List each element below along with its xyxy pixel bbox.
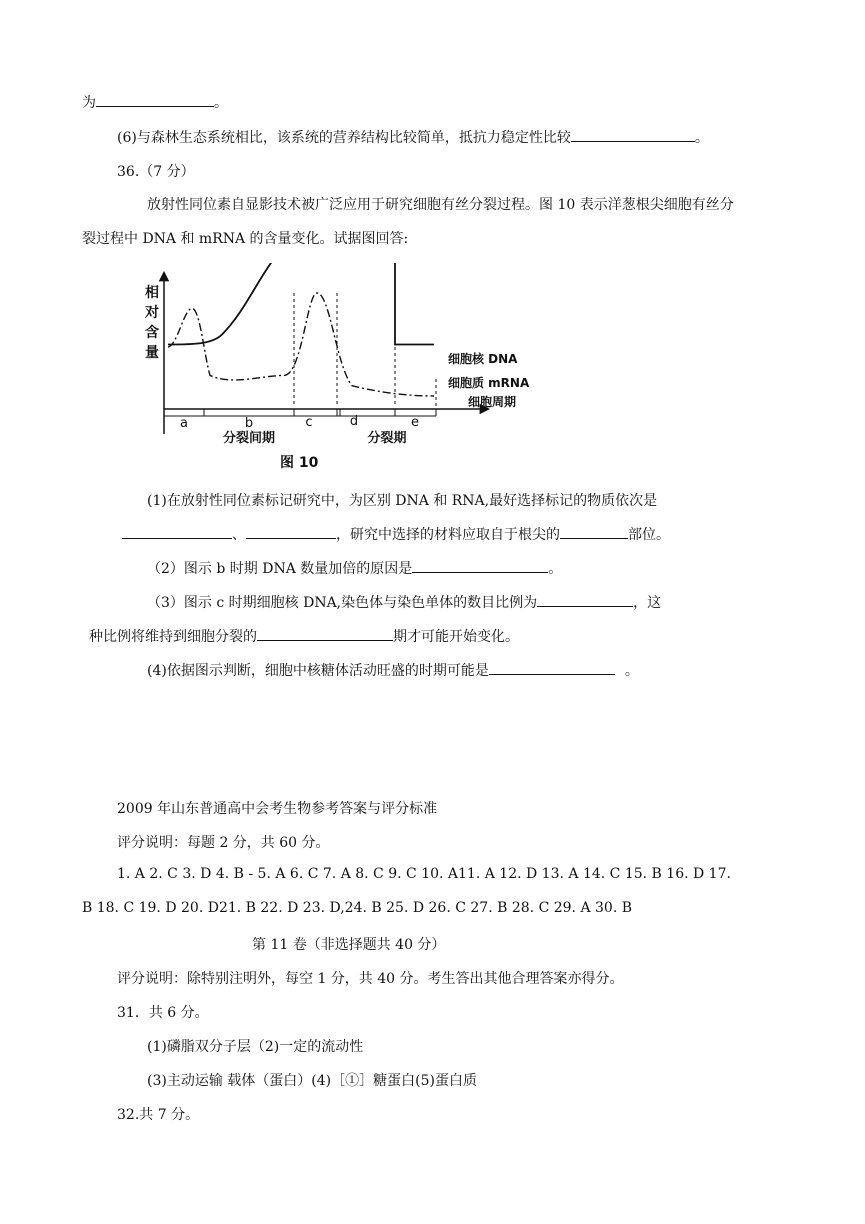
phase-label-b: b — [244, 416, 254, 431]
phase-label-d: d — [349, 414, 359, 429]
intro-paragraph-line1: 放射性同位素自显影技术被广泛应用于研究细胞有丝分裂过程。图 10 表示洋葱根尖细胞有丝分 — [147, 197, 734, 213]
intro-paragraph-line2: 裂过程中 DNA 和 mRNA 的含量变化。试据图回答: — [82, 231, 409, 247]
line-text: 。 — [214, 95, 228, 111]
question-text: （2）图示 b 时期 DNA 数量加倍的原因是 — [147, 561, 413, 577]
answer-blank[interactable] — [571, 127, 695, 142]
phase-boundary-lines — [294, 293, 436, 407]
phase-ticks — [204, 409, 436, 416]
answer-31-line2: (3)主动运输 载体（蛋白）(4)［①］糖蛋白(5)蛋白质 — [147, 1073, 477, 1089]
y-axis-label-char: 相 — [145, 285, 159, 301]
answer-key-row-2: B 18. C 19. D 20. D21. B 22. D 23. D,24. B 25. D 26. C 27. B 28. C 29. A 30. B — [82, 900, 633, 916]
y-axis-label-char: 含 — [145, 325, 159, 341]
phase-label-c: c — [305, 415, 313, 430]
line-text: 。 — [624, 663, 639, 679]
phase-group-label-mitosis: 分裂期 — [367, 431, 407, 446]
scoring-note-2: 评分说明：除特别注明外，每空 1 分，共 40 分。考生答出其他合理答案亦得分。 — [117, 971, 624, 987]
series-line-nuclear-dna — [168, 263, 434, 345]
question-36-3 — [147, 592, 661, 612]
y-axis-label-char: 量 — [145, 345, 159, 361]
answer-blank[interactable] — [246, 524, 336, 539]
scoring-note-1: 评分说明：每题 2 分，共 60 分。 — [117, 835, 330, 851]
x-axis-label: 细胞周期 — [468, 395, 517, 409]
line-text: 部位。 — [628, 527, 670, 543]
question-text: (4)依据图示判断，细胞中核糖体活动旺盛的时期可能是 — [147, 663, 489, 679]
question-36-1-blanks — [122, 524, 670, 544]
line-text: 、 — [232, 527, 246, 543]
phase-label-a: a — [180, 416, 188, 431]
line-text: ，这 — [633, 595, 662, 611]
legend-label-cytoplasm-mrna: 细胞质 mRNA — [448, 376, 530, 390]
answer-blank[interactable] — [537, 592, 633, 607]
answer-blank[interactable] — [560, 524, 628, 539]
question-36-4 — [147, 660, 639, 680]
volume-2-heading: 第 11 卷（非选择题共 40 分） — [252, 937, 446, 953]
y-axis-label-char: 对 — [145, 305, 159, 321]
line-text: 期才可能开始变化。 — [393, 629, 519, 645]
answer-blank[interactable] — [122, 524, 232, 539]
answer-32-heading: 32.共 7 分。 — [117, 1107, 200, 1123]
question-36-2 — [147, 558, 562, 578]
phase-label-e: e — [411, 415, 419, 430]
chart-svg — [112, 263, 560, 475]
question-text: (6)与森林生态系统相比，该系统的营养结构比较简单，抵抗力稳定性比较 — [117, 130, 571, 146]
line-text: 。 — [548, 561, 563, 577]
answer-blank[interactable] — [96, 92, 214, 107]
answer-31-line1: (1)磷脂双分子层（2)一定的流动性 — [147, 1039, 364, 1055]
answer-blank[interactable] — [412, 558, 548, 573]
question-number-36: 36.（7 分） — [117, 164, 195, 180]
figure-caption: 图 10 — [280, 455, 319, 471]
answer-blank[interactable] — [489, 660, 615, 675]
question-36-1: (1)在放射性同位素标记研究中，为区别 DNA 和 RNA,最好选择标记的物质依次是 — [147, 493, 658, 509]
question-36-3-continued — [89, 626, 519, 646]
figure-10-chart — [112, 263, 560, 475]
question-text: （3）图示 c 时期细胞核 DNA,染色体与染色单体的数目比例为 — [147, 595, 538, 611]
answer-key-title: 2009 年山东普通高中会考生物参考答案与评分标准 — [117, 801, 438, 817]
answer-line-q35-5 — [82, 92, 228, 112]
phase-group-label-interphase: 分裂间期 — [222, 431, 276, 446]
line-text: 为 — [82, 95, 96, 111]
answer-31-heading: 31．共 6 分。 — [117, 1005, 209, 1021]
legend-label-nuclear-dna: 细胞核 DNA — [448, 352, 518, 366]
question-text: 种比例将维持到细胞分裂的 — [89, 629, 257, 645]
question-q35-6 — [117, 127, 709, 147]
answer-blank[interactable] — [257, 626, 393, 641]
line-text: 。 — [694, 130, 709, 146]
line-text: ，研究中选择的材料应取自于根尖的 — [336, 527, 560, 543]
answer-key-row-1: 1. A 2. C 3. D 4. B - 5. A 6. C 7. A 8. C 9. C 10. A11. A 12. D 13. A 14. C 15. B 16. D 17. — [117, 866, 731, 882]
